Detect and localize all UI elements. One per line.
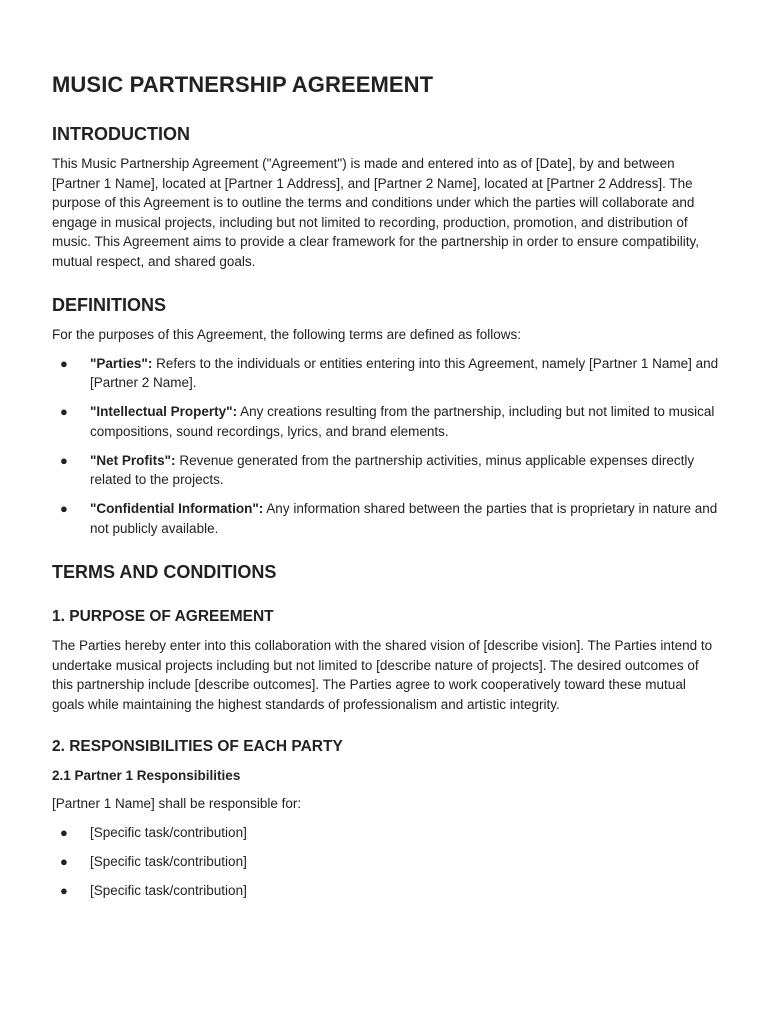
definition-item [52, 499, 720, 538]
definition-text: Revenue generated from the partnership activities, minus applicable expenses directly related to the projects. [90, 452, 695, 487]
purpose-paragraph: The Parties hereby enter into this collaboration with the shared vision of [describe vision]. The Parties intend to undertake musical projects including but not limited to [describe nature of projects]. The desired outcomes of this partnership include [describe outcomes]. The Parties agree to work cooperatively toward these mutual goals while maintaining the highest standards of professionalism and artistic integrity. [52, 638, 713, 712]
definition-term: "Net Profits": [90, 452, 176, 468]
definition-item [52, 451, 720, 490]
definitions-list [52, 354, 720, 539]
definition-item [52, 354, 720, 393]
bullet-icon: ● [60, 404, 68, 419]
definition-term: "Intellectual Property": [90, 404, 238, 419]
task-text: [Specific task/contribution] [90, 882, 247, 898]
introduction-heading: INTRODUCTION [52, 124, 190, 144]
definition-text: Refers to the individuals or entities entering into this Agreement, namely [Partner 1 Name] and [Partner 2 Name]. [90, 355, 719, 390]
document-page [52, 70, 720, 900]
definitions-intro: For the purposes of this Agreement, the following terms are defined as follows: [52, 327, 521, 342]
partner1-heading: 2.1 Partner 1 Responsibilities [52, 768, 241, 783]
bullet-icon: ● [60, 853, 68, 869]
terms-heading: TERMS AND CONDITIONS [52, 562, 277, 582]
task-item [52, 823, 720, 843]
partner1-tasks-list [52, 823, 720, 901]
bullet-icon: ● [60, 452, 68, 468]
definition-term: "Parties": [90, 355, 153, 371]
partner1-intro: [Partner 1 Name] shall be responsible for: [52, 796, 302, 811]
definition-term: "Confidential Information": [90, 501, 264, 516]
bullet-icon: ● [60, 882, 68, 898]
task-item [52, 881, 720, 901]
responsibilities-heading: 2. RESPONSIBILITIES OF EACH PARTY [52, 738, 343, 755]
task-item [52, 852, 720, 872]
definition-item [52, 402, 720, 441]
introduction-paragraph: This Music Partnership Agreement ("Agreement") is made and entered into as of [Date], by and between [Partner 1 Name], located at [Partner 1 Address], and [Partner 2 Name], located at [Partner 2 Address]. The purpose of this Agreement is to outline the terms and conditions under which the parties will collaborate and engage in musical projects, including but not limited to recording, production, promotion, and distribution of music. This Agreement aims to provide a clear framework for the partnership in order to ensure compatibility, mutual respect, and shared goals. [52, 156, 700, 269]
bullet-icon: ● [60, 824, 68, 840]
bullet-icon: ● [60, 501, 68, 516]
definition-text: Any information shared between the parties that is proprietary in nature and not publicly available. [90, 501, 718, 536]
definitions-heading: DEFINITIONS [52, 295, 167, 315]
purpose-heading: 1. PURPOSE OF AGREEMENT [52, 608, 274, 625]
definition-text: Any creations resulting from the partnership, including but not limited to musical compositions, sound recordings, lyrics, and brand elements. [90, 404, 715, 439]
bullet-icon: ● [60, 355, 68, 371]
document-title: MUSIC PARTNERSHIP AGREEMENT [52, 72, 434, 97]
task-text: [Specific task/contribution] [90, 824, 247, 840]
task-text: [Specific task/contribution] [90, 853, 247, 869]
